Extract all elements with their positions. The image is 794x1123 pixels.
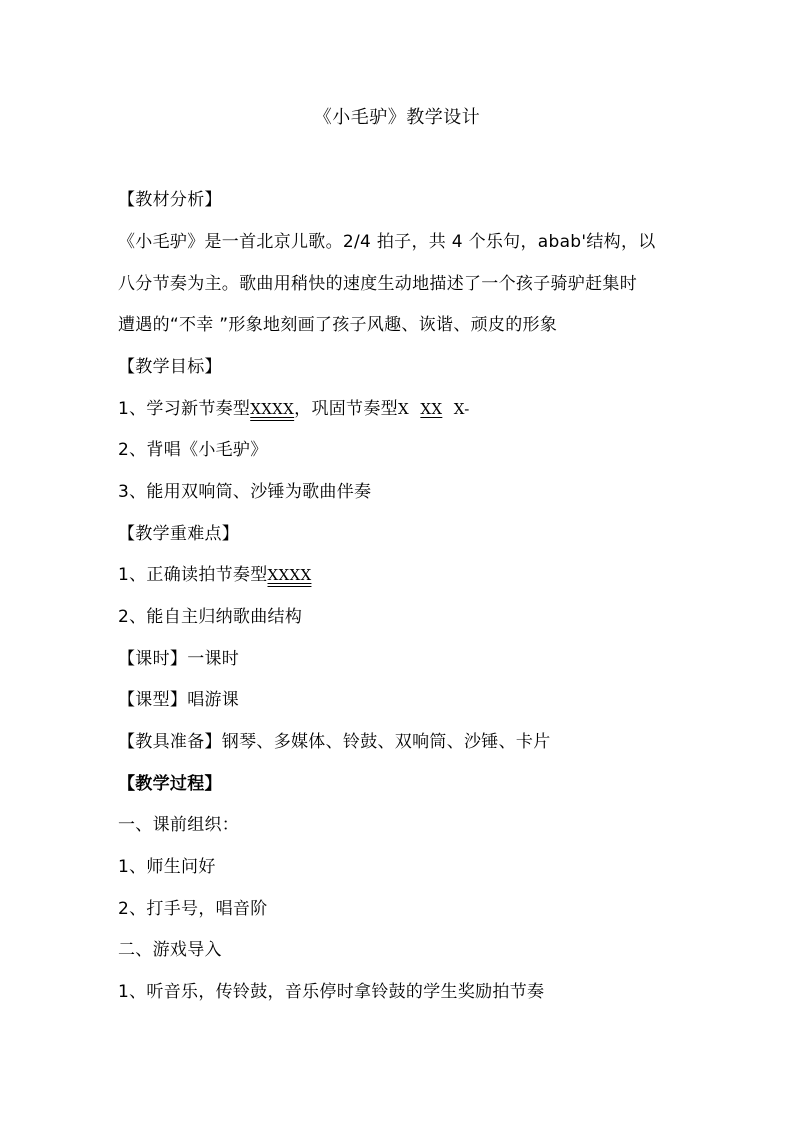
section-header-process: 【教学过程】 [118, 774, 222, 794]
rhythm-xx: XX [420, 400, 443, 418]
material-text-line-3: 遭遇的“不幸 ”形象地刻画了孩子风趣、诙谐、顽皮的形象 [118, 315, 558, 335]
rhythm-xxxx: XXXX [250, 400, 295, 418]
material-text-line-2: 八分节奏为主。歌曲用稍快的速度生动地描述了一个孩子骑驴赶集时 [118, 274, 637, 294]
tools-line: 【教具准备】钢琴、多媒体、铃鼓、双响筒、沙锤、卡片 [118, 732, 551, 752]
section-header-key-points: 【教学重难点】 [118, 524, 240, 544]
goal-1-mid: ，巩固节奏型 [294, 399, 398, 419]
process-step-1-1: 1、师生问好 [118, 857, 216, 877]
type-line: 【课型】唱游课 [118, 690, 240, 710]
rhythm-xxxx: XXXX [267, 566, 312, 584]
section-header-goals: 【教学目标】 [118, 357, 222, 377]
process-step-2-1: 1、听音乐，传铃鼓，音乐停时拿铃鼓的学生奖励拍节奏 [118, 982, 545, 1002]
goal-1-prefix: 1、学习新节奏型 [118, 399, 251, 419]
goal-item-3: 3、能用双响筒、沙锤为歌曲伴奏 [118, 482, 372, 502]
process-step-1-2: 2、打手号，唱音阶 [118, 899, 268, 919]
key-item-2: 2、能自主归纳歌曲结构 [118, 607, 303, 627]
key-item-1 [118, 561, 708, 589]
goal-item-1 [118, 395, 708, 423]
rhythm-x-dash: X- [453, 400, 470, 418]
goal-item-2: 2、背唱《小毛驴》 [118, 440, 268, 460]
key-1-prefix: 1、正确读拍节奏型 [118, 565, 268, 585]
material-text-line-1: 《小毛驴》是一首北京儿歌。2/4 拍子，共 4 个乐句，abab'结构，以 [118, 232, 656, 252]
rhythm-x: X [397, 400, 409, 418]
process-step-2: 二、游戏导入 [118, 940, 222, 960]
process-step-1: 一、课前组织： [118, 815, 240, 835]
period-line: 【课时】一课时 [118, 649, 240, 669]
section-header-material: 【教材分析】 [118, 190, 222, 210]
page-title: 《小毛驴》教学设计 [313, 107, 481, 128]
